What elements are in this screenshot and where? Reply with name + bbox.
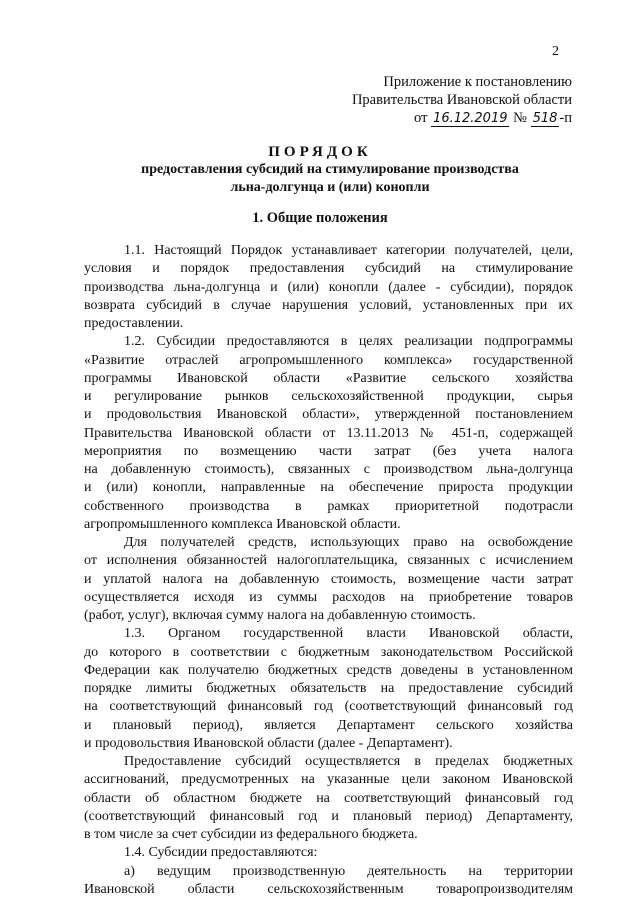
body-line: 1.4. Субсидии предоставляются: (124, 845, 318, 861)
body-line: (соответствующий финансовый год и плановый период) Департаменту, (84, 808, 573, 824)
body-line: на соответствующий финансовый год (соответствующий финансовый год (84, 699, 573, 715)
document-subtitle (60, 161, 600, 197)
body-line: и продовольствия Ивановской области (далее - Департамент). (84, 735, 453, 751)
body-line: области об областном бюджете на соответствующий финансовый год (84, 790, 573, 806)
body-line: Для получателей средств, использующих право на освобождение (124, 535, 573, 550)
document-title: ПОРЯДОК (268, 144, 372, 160)
appendix-date-line (300, 109, 572, 128)
body-line: и плановый период), является Департамент сельского хозяйства (84, 717, 573, 733)
handwritten-number: 518 (532, 111, 558, 126)
body-line: и (или) конопли, направленные на обеспечение прироста продукции (84, 480, 573, 496)
body-line: Федерации как получателю бюджетных средств доведены в установленном (84, 662, 573, 678)
body-line: программы Ивановской области «Развитие сельского хозяйства (84, 370, 573, 386)
appendix-line-1: Приложение к постановлению (383, 74, 572, 90)
body-line: до которого в соответствии с бюджетным законодательством Российской (84, 644, 573, 660)
number-prefix: № (513, 110, 527, 126)
body-line: Ивановской области сельскохозяйственным товаропроизводителям (84, 881, 573, 897)
section-heading: 1. Общие положения (252, 210, 388, 226)
body-line: а) ведущим производственную деятельность на территории (124, 863, 573, 879)
body-line: собственного производства в рамках приоритетной подотрасли (84, 498, 573, 514)
number-suffix: -п (559, 110, 572, 126)
body-line: и продовольствия Ивановской области», утвержденной постановлением (84, 407, 573, 423)
subtitle-line-1: предоставления субсидий на стимулирование производства (141, 162, 519, 177)
body-line: порядке лимиты бюджетных обязательств на предоставление субсидий (84, 681, 573, 696)
body-line: Правительства Ивановской области от 13.11.2013 № 451-п, содержащей (84, 425, 573, 441)
body-line: на добавленную стоимость), связанных с производством льна-долгунца (84, 462, 573, 477)
document-body (84, 242, 573, 899)
body-line: в том числе за счет субсидии из федерального бюджета. (84, 827, 418, 842)
body-line: Предоставление субсидий осуществляется в пределах бюджетных (124, 754, 573, 769)
body-line: ассигнований, предусмотренных на указанные цели законом Ивановской (84, 772, 573, 788)
body-line: предоставлении. (84, 316, 184, 331)
page-number: 2 (552, 44, 559, 59)
body-line: 1.2. Субсидии предоставляются в целях реализации подпрограммы (124, 334, 573, 350)
body-line: 1.3. Органом государственной власти Ивановской области, (124, 626, 573, 642)
handwritten-date: 16.12.2019 (433, 111, 508, 126)
body-line: возврата субсидий в случае нарушения условий, установленных при их (84, 297, 573, 313)
body-line: мероприятия по возмещению части затрат (без учета налога (84, 443, 573, 459)
body-line: условия и порядок предоставления субсидий на стимулирование (84, 261, 573, 277)
body-line: агропромышленного комплекса Ивановской области. (84, 516, 401, 532)
body-line: и уплатой налога на добавленную стоимость, возмещение части затрат (84, 571, 573, 587)
date-prefix: от (414, 110, 428, 126)
body-line: осуществляется исходя из суммы расходов на приобретение товаров (84, 589, 573, 605)
body-line: и регулирование рынков сельскохозяйственной продукции, сырья (84, 389, 573, 404)
subtitle-line-2: льна-долгунца и (или) конопли (230, 180, 430, 195)
body-line: (работ, услуг), включая сумму налога на добавленную стоимость. (84, 608, 476, 623)
body-line: 1.1. Настоящий Порядок устанавливает категории получателей, цели, (124, 243, 573, 258)
appendix-line-2: Правительства Ивановской области (351, 92, 572, 108)
body-line: от исполнения обязанностей налогоплательщика, связанных с исчислением (84, 553, 573, 569)
body-line: «Развитие отраслей агропромышленного комплекса» государственной (84, 352, 573, 368)
body-line: производства льна-долгунца и (или) конопли (далее - субсидии), порядок (84, 279, 573, 295)
